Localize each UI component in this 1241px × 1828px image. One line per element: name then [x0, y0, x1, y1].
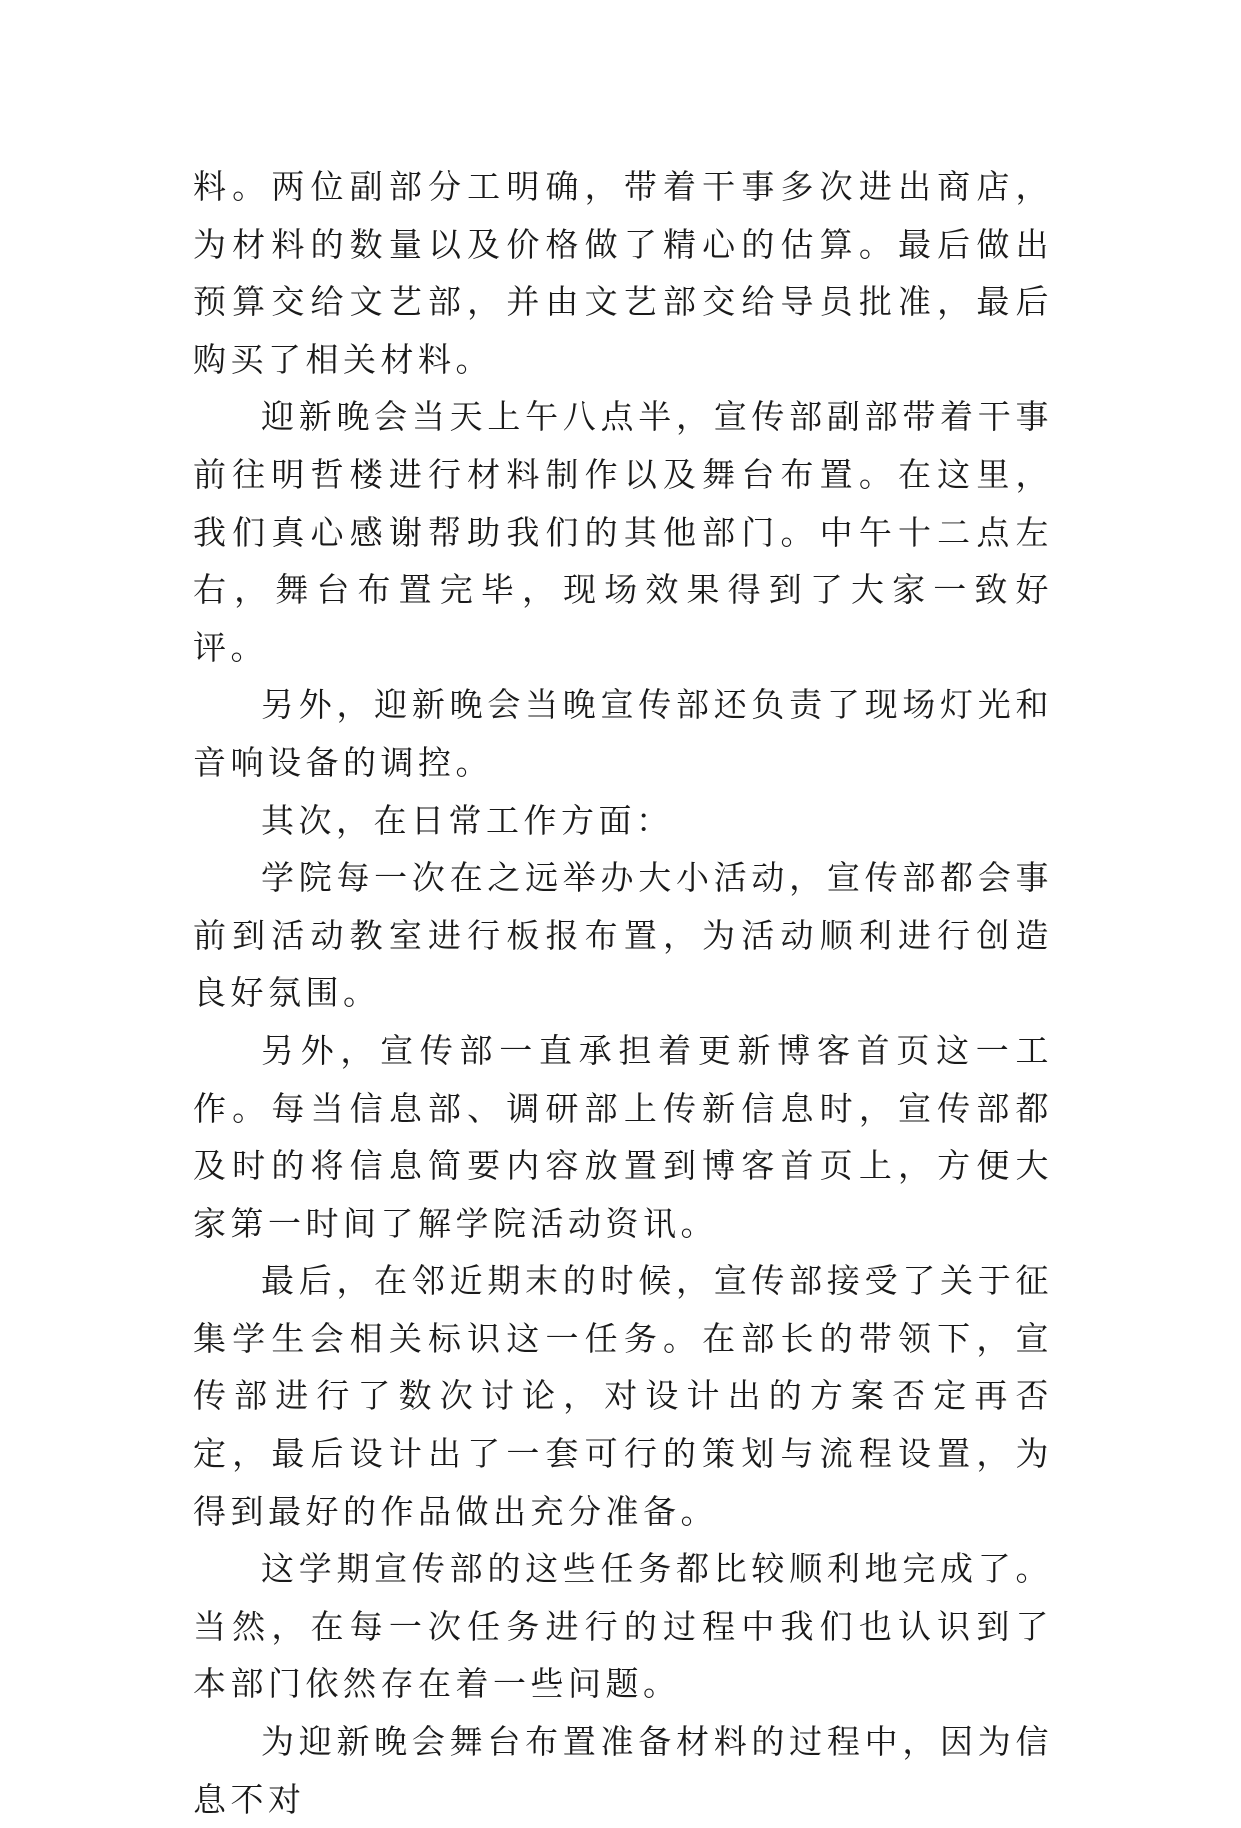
document-body: [193, 158, 1053, 1828]
paragraph-3: 另外，迎新晚会当晚宣传部还负责了现场灯光和音响设备的调控。: [193, 685, 1053, 782]
paragraph-8: 这学期宣传部的这些任务都比较顺利地完成了。当然，在每一次任务进行的过程中我们也认识到了本部门依然存在着一些问题。: [193, 1549, 1053, 1704]
paragraph-4: 其次，在日常工作方面：: [261, 800, 674, 840]
paragraph-6: 另外，宣传部一直承担着更新博客首页这一工作。每当信息部、调研部上传新信息时，宣传部都及时的将信息简要内容放置到博客首页上，方便大家第一时间了解学院活动资讯。: [193, 1030, 1053, 1243]
paragraph-2: 迎新晚会当天上午八点半，宣传部副部带着干事前往明哲楼进行材料制作以及舞台布置。在这里，我们真心感谢帮助我们的其他部门。中午十二点左右，舞台布置完毕，现场效果得到了大家一致好评。: [193, 397, 1053, 667]
paragraph-5: 学院每一次在之远举办大小活动，宣传部都会事前到活动教室进行板报布置，为活动顺利进行创造良好氛围。: [193, 858, 1053, 1013]
paragraph-7: 最后，在邻近期末的时候，宣传部接受了关于征集学生会相关标识这一任务。在部长的带领下，宣传部进行了数次讨论，对设计出的方案否定再否定，最后设计出了一套可行的策划与流程设置，为得到最好的作品做出充分准备。: [193, 1261, 1053, 1531]
paragraph-1: 料。两位副部分工明确，带着干事多次进出商店，为材料的数量以及价格做了精心的估算。最后做出预算交给文艺部，并由文艺部交给导员批准，最后购买了相关材料。: [193, 167, 1053, 379]
paragraph-9: 为迎新晚会舞台布置准备材料的过程中，因为信息不对: [193, 1722, 1053, 1819]
